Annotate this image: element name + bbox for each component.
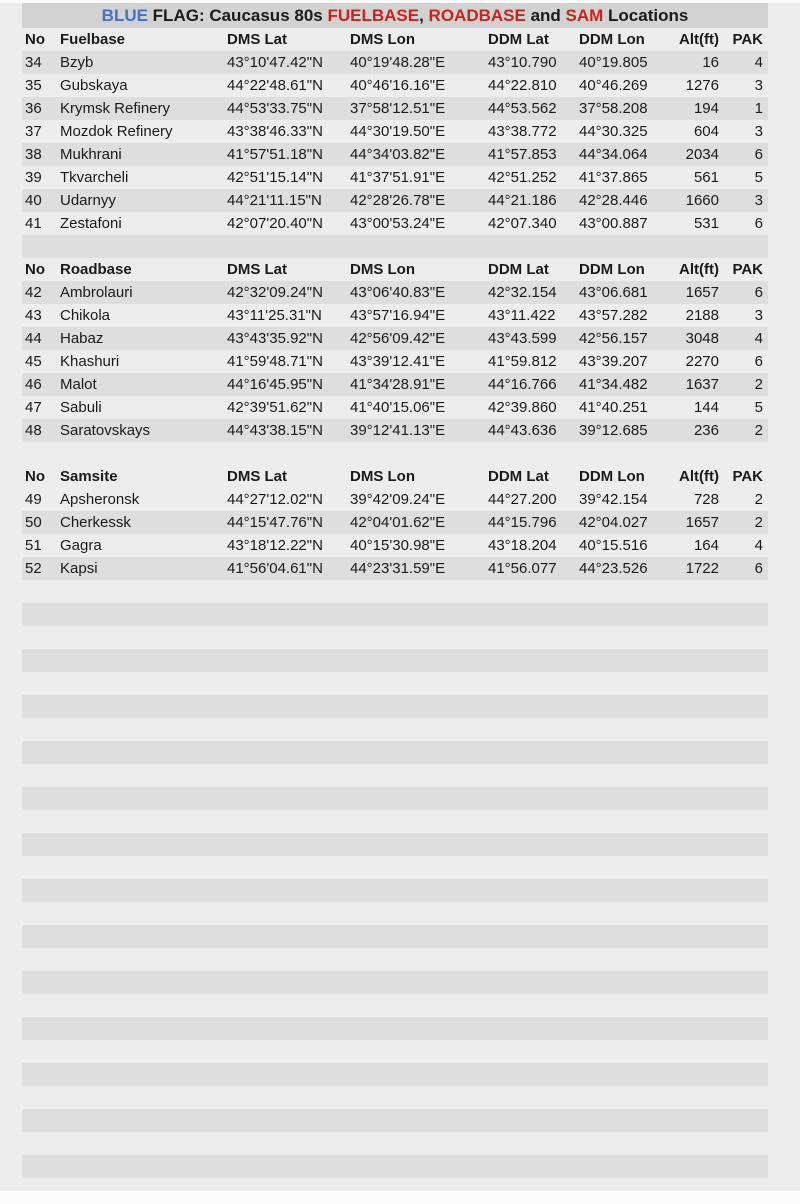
table-cell: 3 [754, 307, 763, 324]
table-cell: 47 [25, 399, 42, 416]
table-cell: 4 [754, 330, 763, 347]
table-cell: Bzyb [60, 54, 94, 71]
table-cell: 561 [693, 169, 719, 186]
table-cell: Saratovskays [60, 422, 151, 439]
table-cell: 2188 [685, 307, 719, 324]
table-cell: 44°27.200 [488, 491, 557, 508]
table-cell: 3 [754, 77, 763, 94]
table-cell: 42°07.340 [488, 215, 557, 232]
table-cell: 40°46.269 [579, 77, 648, 94]
table-cell: 1657 [685, 514, 719, 531]
table-row [22, 557, 768, 580]
table-cell: 41°34.482 [579, 376, 648, 393]
table-header-row [22, 258, 768, 281]
page-title [22, 3, 768, 28]
table-row [22, 166, 768, 189]
table-cell: 2 [754, 376, 763, 393]
table-cell: 42°39'51.62"N [227, 399, 323, 416]
empty-rows-area [22, 580, 768, 1190]
column-header: Alt(ft) [679, 468, 719, 485]
table-cell: 42°32'09.24"N [227, 284, 323, 301]
table-cell: 43°10'47.42"N [227, 54, 323, 71]
table-cell: Gagra [60, 537, 102, 554]
column-header: Alt(ft) [679, 31, 719, 48]
samsite-table [22, 465, 768, 580]
table-row [22, 511, 768, 534]
column-header: DDM Lon [579, 261, 645, 278]
table-row [22, 120, 768, 143]
table-cell: 40°19'48.28"E [350, 54, 446, 71]
column-header: DDM Lon [579, 31, 645, 48]
table-cell: 44°43'38.15"N [227, 422, 323, 439]
column-header: PAK [732, 31, 763, 48]
table-cell: 43°11.422 [488, 307, 556, 324]
table-cell: 43°43.599 [488, 330, 557, 347]
table-cell: 1276 [685, 77, 719, 94]
table-cell: 43°38.772 [488, 123, 557, 140]
table-cell: 44°23.526 [579, 560, 648, 577]
table-row [22, 51, 768, 74]
table-row [22, 304, 768, 327]
column-header: No [25, 31, 45, 48]
table-cell: 36 [25, 100, 42, 117]
table-cell: 44°21.186 [488, 192, 557, 209]
table-cell: 40°46'16.16"E [350, 77, 446, 94]
table-cell: 41°57'51.18"N [227, 146, 323, 163]
table-cell: 42°28'26.78"E [350, 192, 446, 209]
table-cell: 194 [693, 100, 719, 117]
table-cell: 50 [25, 514, 42, 531]
table-cell: 44°53'33.75"N [227, 100, 323, 117]
table-cell: Malot [60, 376, 97, 393]
table-cell: 164 [693, 537, 719, 554]
table-cell: 41°59.812 [488, 353, 557, 370]
table-header-row [22, 465, 768, 488]
column-header: DMS Lon [350, 468, 415, 485]
table-cell: 43°06.681 [579, 284, 648, 301]
bottom-margin-strip [0, 1191, 800, 1204]
table-row [22, 396, 768, 419]
table-cell: Krymsk Refinery [60, 100, 171, 117]
table-cell: 2034 [685, 146, 719, 163]
fuelbase-table [22, 28, 768, 235]
table-row [22, 327, 768, 350]
table-cell: 6 [754, 146, 763, 163]
table-cell: 43°11'25.31"N [227, 307, 322, 324]
table-cell: Ambrolauri [60, 284, 133, 301]
table-cell: 42°56'09.42"E [350, 330, 446, 347]
table-cell: 44°16'45.95"N [227, 376, 323, 393]
table-cell: 43°38'46.33"N [227, 123, 323, 140]
table-cell: 42°04'01.62"E [350, 514, 446, 531]
table-cell: 40°15'30.98"E [350, 537, 446, 554]
table-cell: 3 [754, 192, 763, 209]
table-cell: 2 [754, 491, 763, 508]
table-cell: 3 [754, 123, 763, 140]
roadbase-table [22, 258, 768, 442]
table-cell: 6 [754, 215, 763, 232]
table-cell: 1660 [685, 192, 719, 209]
column-header: DDM Lat [488, 31, 549, 48]
table-cell: 5 [754, 169, 763, 186]
table-cell: 41°40'15.06"E [350, 399, 446, 416]
table-cell: 531 [693, 215, 719, 232]
table-row [22, 350, 768, 373]
column-header: Samsite [60, 468, 118, 485]
column-header: DMS Lat [227, 468, 287, 485]
table-cell: 43°18'12.22"N [227, 537, 323, 554]
table-cell: 42°51.252 [488, 169, 557, 186]
column-header: DDM Lat [488, 261, 549, 278]
table-cell: 43°57'16.94"E [350, 307, 446, 324]
table-cell: 42°07'20.40"N [227, 215, 323, 232]
table-cell: 42°56.157 [579, 330, 648, 347]
table-cell: 41°40.251 [579, 399, 648, 416]
title-segment-sam: SAM [565, 6, 604, 25]
table-cell: 1657 [685, 284, 719, 301]
table-cell: 52 [25, 560, 42, 577]
column-header: DDM Lon [579, 468, 645, 485]
table-cell: 41°37.865 [579, 169, 648, 186]
page-content [22, 3, 768, 1190]
table-cell: 3048 [685, 330, 719, 347]
table-cell: 42°39.860 [488, 399, 557, 416]
table-row [22, 534, 768, 557]
title-segment: and [525, 6, 566, 25]
table-row [22, 212, 768, 235]
table-cell: Mozdok Refinery [60, 123, 173, 140]
table-cell: 42°04.027 [579, 514, 648, 531]
table-cell: 1 [754, 100, 763, 117]
table-cell: 44°15.796 [488, 514, 557, 531]
table-cell: 41 [25, 215, 42, 232]
table-cell: 1637 [685, 376, 719, 393]
table-row [22, 281, 768, 304]
table-cell: 40°19.805 [579, 54, 648, 71]
table-cell: 41°56'04.61"N [227, 560, 323, 577]
table-cell: 44°22'48.61"N [227, 77, 323, 94]
table-cell: Cherkessk [60, 514, 131, 531]
table-cell: 4 [754, 537, 763, 554]
table-cell: 6 [754, 560, 763, 577]
table-cell: 44°43.636 [488, 422, 557, 439]
table-cell: 43 [25, 307, 42, 324]
table-cell: 43°43'35.92"N [227, 330, 323, 347]
title-segment-fuelbase: FUELBASE [327, 6, 420, 25]
table-row [22, 74, 768, 97]
table-cell: 2 [754, 514, 763, 531]
table-cell: 44 [25, 330, 42, 347]
table-cell: 41°59'48.71"N [227, 353, 323, 370]
table-cell: 44°16.766 [488, 376, 557, 393]
column-header: Roadbase [60, 261, 132, 278]
gap-row [22, 442, 768, 465]
table-cell: Udarnyy [60, 192, 116, 209]
table-row [22, 143, 768, 166]
table-row [22, 97, 768, 120]
table-cell: Sabuli [60, 399, 102, 416]
table-cell: 42 [25, 284, 42, 301]
table-row [22, 488, 768, 511]
table-cell: 34 [25, 54, 42, 71]
table-cell: 236 [693, 422, 719, 439]
column-header: No [25, 261, 45, 278]
table-cell: 39°42.154 [579, 491, 648, 508]
table-cell: 44°34.064 [579, 146, 648, 163]
title-segment-blue: BLUE [101, 6, 148, 25]
table-cell: 728 [693, 491, 719, 508]
table-cell: 44°30'19.50"E [350, 123, 446, 140]
table-cell: 4 [754, 54, 763, 71]
gap-row [22, 235, 768, 258]
table-cell: 43°00'53.24"E [350, 215, 446, 232]
table-cell: 44°34'03.82"E [350, 146, 446, 163]
table-cell: 38 [25, 146, 42, 163]
table-cell: 37°58'12.51"E [350, 100, 446, 117]
column-header: DMS Lon [350, 31, 415, 48]
column-header: Alt(ft) [679, 261, 719, 278]
table-cell: 49 [25, 491, 42, 508]
table-cell: 42°51'15.14"N [227, 169, 323, 186]
table-cell: 43°39.207 [579, 353, 648, 370]
table-cell: 604 [693, 123, 719, 140]
table-cell: Zestafoni [60, 215, 122, 232]
table-cell: Chikola [60, 307, 111, 324]
table-cell: 39°42'09.24"E [350, 491, 446, 508]
table-cell: 41°56.077 [488, 560, 557, 577]
table-cell: Tkvarcheli [60, 169, 129, 186]
table-cell: 44°27'12.02"N [227, 491, 323, 508]
table-cell: 37°58.208 [579, 100, 648, 117]
column-header: No [25, 468, 45, 485]
table-header-row [22, 28, 768, 51]
title-segment: FLAG: Caucasus 80s [147, 6, 328, 25]
table-cell: 43°10.790 [488, 54, 557, 71]
column-header: DMS Lat [227, 261, 287, 278]
table-cell: 39°12.685 [579, 422, 648, 439]
table-cell: 46 [25, 376, 42, 393]
column-header: Fuelbase [60, 31, 126, 48]
title-segment: Locations [603, 6, 689, 25]
table-cell: 40 [25, 192, 42, 209]
table-cell: 35 [25, 77, 42, 94]
table-cell: 41°57.853 [488, 146, 557, 163]
table-cell: Kapsi [60, 560, 98, 577]
table-cell: 37 [25, 123, 42, 140]
table-cell: 43°39'12.41"E [350, 353, 446, 370]
table-cell: 6 [754, 353, 763, 370]
table-cell: 44°22.810 [488, 77, 557, 94]
table-cell: 43°18.204 [488, 537, 557, 554]
table-cell: 39°12'41.13"E [350, 422, 446, 439]
table-cell: 45 [25, 353, 42, 370]
table-cell: 44°53.562 [488, 100, 557, 117]
table-cell: Mukhrani [60, 146, 122, 163]
table-cell: 43°00.887 [579, 215, 648, 232]
table-cell: 5 [754, 399, 763, 416]
table-cell: 2270 [685, 353, 719, 370]
table-cell: 42°32.154 [488, 284, 557, 301]
column-header: PAK [732, 261, 763, 278]
table-cell: 43°57.282 [579, 307, 648, 324]
table-cell: 48 [25, 422, 42, 439]
table-cell: 41°34'28.91"E [350, 376, 446, 393]
table-cell: Apsheronsk [60, 491, 140, 508]
column-header: PAK [732, 468, 763, 485]
column-header: DDM Lat [488, 468, 549, 485]
title-segment: , [419, 6, 429, 25]
table-cell: 40°15.516 [579, 537, 648, 554]
table-cell: 51 [25, 537, 42, 554]
title-segment-roadbase: ROADBASE [428, 6, 526, 25]
table-row [22, 419, 768, 442]
table-cell: 44°21'11.15"N [227, 192, 322, 209]
table-cell: Khashuri [60, 353, 120, 370]
table-cell: 6 [754, 284, 763, 301]
column-header: DMS Lon [350, 261, 415, 278]
table-cell: 43°06'40.83"E [350, 284, 446, 301]
table-cell: 42°28.446 [579, 192, 648, 209]
table-cell: 1722 [685, 560, 719, 577]
table-cell: 16 [702, 54, 719, 71]
table-cell: 2 [754, 422, 763, 439]
table-cell: Gubskaya [60, 77, 128, 94]
table-row [22, 189, 768, 212]
table-cell: 44°23'31.59"E [350, 560, 446, 577]
table-cell: 41°37'51.91"E [350, 169, 446, 186]
column-header: DMS Lat [227, 31, 287, 48]
table-row [22, 373, 768, 396]
table-cell: 44°15'47.76"N [227, 514, 323, 531]
table-cell: 144 [693, 399, 719, 416]
table-cell: Habaz [60, 330, 104, 347]
table-cell: 44°30.325 [579, 123, 648, 140]
table-cell: 39 [25, 169, 42, 186]
